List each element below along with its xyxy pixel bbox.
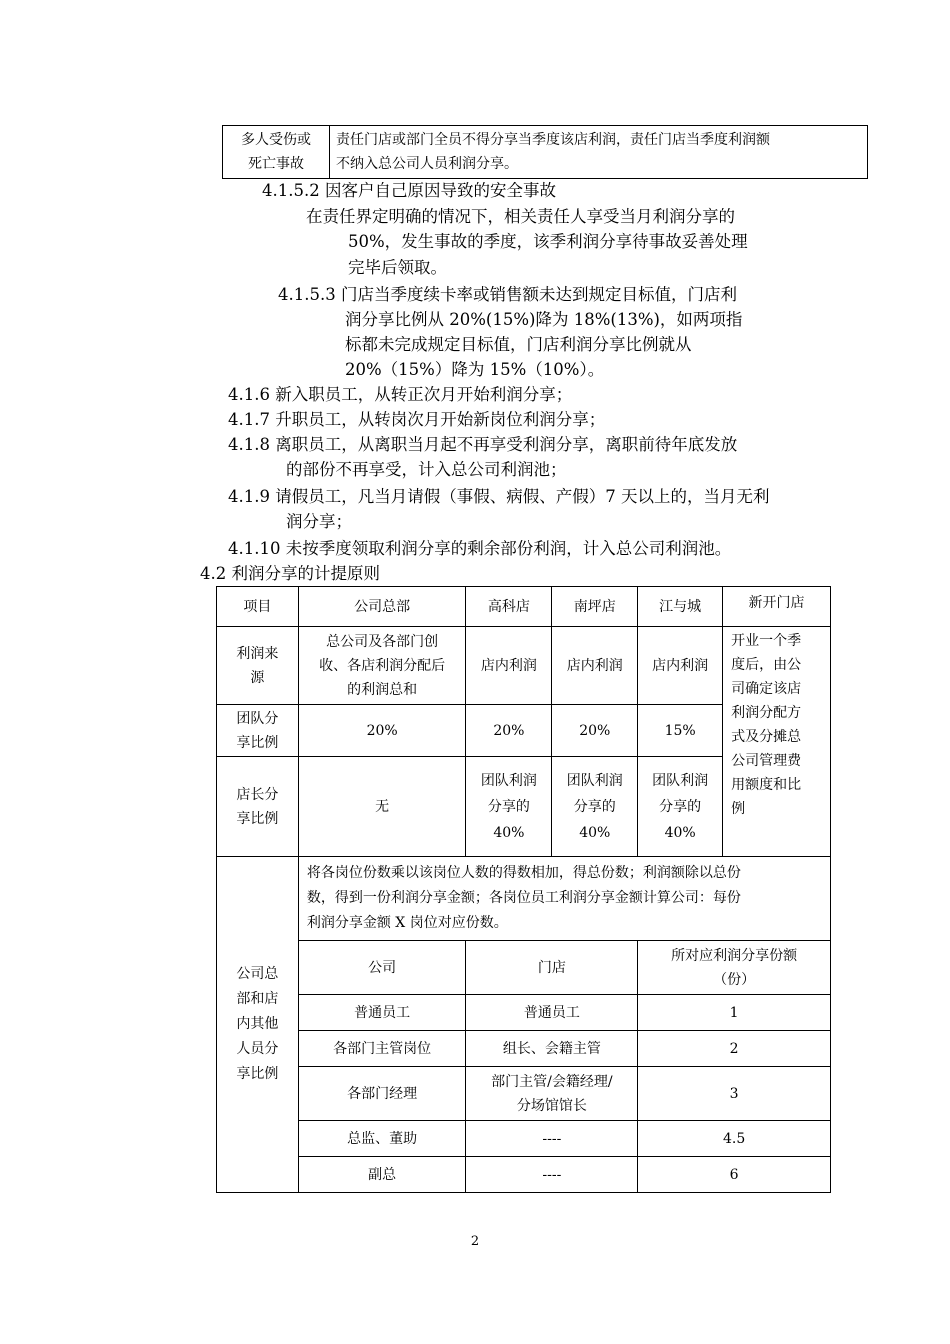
manager-share-nanping-l1: 团队利润 — [566, 772, 623, 789]
sub-row-share: 1 — [638, 995, 831, 1031]
sub-row-company: 各部门经理 — [298, 1067, 466, 1121]
header-new-store: 新开门店 — [723, 587, 831, 627]
manager-share-jiangyucheng — [638, 757, 723, 857]
clause-4152-line3: 50%，发生事故的季度，该季利润分享待事故妥善处理 — [348, 232, 748, 251]
section-42-heading: 4.2 利润分享的计提原则 — [200, 564, 380, 583]
sub-row-store-l1: 部门主管/会籍经理/ — [491, 1073, 613, 1090]
clause-4153-line2: 润分享比例从 20%(15%)降为 18%(13%)，如两项指 — [345, 310, 743, 329]
accident-table — [222, 125, 868, 179]
manager-share-label-l2: 享比例 — [236, 810, 279, 827]
clause-4110: 4.1.10 未按季度领取利润分享的剩余部份利润，计入总公司利润池。 — [228, 539, 732, 558]
page-number: 2 — [470, 1234, 480, 1249]
clause-4152-title: 4.1.5.2 因客户自己原因导致的安全事故 — [262, 181, 556, 200]
sub-row-store: 普通员工 — [466, 995, 638, 1031]
others-share-description-l1: 将各岗位份数乘以该岗位人数的得数相加，得总份数；利润额除以总份 — [306, 865, 741, 881]
others-share-description-l3: 利润分享金额 X 岗位对应份数。 — [306, 915, 508, 931]
others-share-description — [298, 857, 830, 941]
manager-share-jiangyucheng-l2: 分享的 — [659, 798, 702, 815]
header-gaoke: 高科店 — [466, 587, 552, 627]
manager-share-jiangyucheng-l1: 团队利润 — [652, 772, 709, 789]
manager-share-jiangyucheng-l3: 40% — [664, 824, 696, 841]
clause-419-line1: 4.1.9 请假员工，凡当月请假（事假、病假、产假）7 天以上的，当月无利 — [228, 487, 770, 506]
others-share-label-l2: 部和店 — [236, 991, 279, 1007]
new-store-rule-l6: 公司管理费 — [731, 753, 802, 769]
sub-row-company: 普通员工 — [298, 995, 466, 1031]
header-item: 项目 — [217, 587, 299, 627]
profit-source-hq — [298, 627, 466, 705]
clause-417: 4.1.7 升职员工，从转岗次月开始新岗位利润分享； — [228, 410, 606, 429]
sub-header-share-l2: （份） — [713, 971, 756, 988]
sub-row-company: 总监、董助 — [298, 1121, 466, 1157]
team-share-gaoke: 20% — [466, 705, 552, 757]
accident-type-cell — [223, 126, 330, 179]
team-share-hq: 20% — [298, 705, 466, 757]
sub-row-company: 各部门主管岗位 — [298, 1031, 466, 1067]
profit-source-label-l1: 利润来 — [236, 645, 279, 662]
manager-share-label — [217, 757, 299, 857]
profit-source-label-l2: 源 — [250, 669, 265, 686]
sub-row-share: 4.5 — [638, 1121, 831, 1157]
profit-source-jiangyucheng: 店内利润 — [638, 627, 723, 705]
sub-row-store: 组长、会籍主管 — [466, 1031, 638, 1067]
sub-row-share: 6 — [638, 1157, 831, 1193]
others-share-description-l2: 数，得到一份利润分享金额；各岗位员工利润分享金额计算公司：每份 — [306, 890, 741, 906]
new-store-rule-l7: 用额度和比 — [731, 777, 802, 793]
sub-row-store: ---- — [466, 1121, 638, 1157]
new-store-rule-l1: 开业一个季 — [731, 633, 802, 649]
new-store-rule-l3: 司确定该店 — [731, 681, 802, 697]
new-store-rule — [723, 627, 831, 857]
manager-share-gaoke-l2: 分享的 — [487, 798, 530, 815]
team-share-label-l2: 享比例 — [236, 734, 279, 751]
sub-row-store-l2: 分场馆馆长 — [516, 1097, 587, 1114]
team-share-nanping: 20% — [552, 705, 638, 757]
profit-source-hq-l2: 收、各店利润分配后 — [319, 657, 446, 674]
team-share-jiangyucheng: 15% — [638, 705, 723, 757]
header-nanping: 南坪店 — [552, 587, 638, 627]
new-store-rule-l5: 式及分摊总 — [731, 729, 802, 745]
team-share-label — [217, 705, 299, 757]
accident-rule-line2: 不纳入总公司人员利润分享。 — [336, 156, 518, 172]
team-share-label-l1: 团队分 — [236, 710, 279, 727]
others-share-label-l1: 公司总 — [236, 966, 279, 982]
accident-rule-cell — [330, 126, 868, 179]
manager-share-gaoke-l1: 团队利润 — [480, 772, 537, 789]
others-share-label-l4: 人员分 — [236, 1041, 279, 1057]
sub-header-share — [638, 941, 831, 995]
others-share-label-l3: 内其他 — [236, 1016, 279, 1032]
sub-row-store — [466, 1067, 638, 1121]
clause-4152-line4: 完毕后领取。 — [348, 258, 447, 277]
new-store-rule-l8: 例 — [731, 801, 746, 817]
clause-416: 4.1.6 新入职员工，从转正次月开始利润分享； — [228, 385, 573, 404]
manager-share-gaoke-l3: 40% — [493, 824, 525, 841]
sub-row-share: 3 — [638, 1067, 831, 1121]
sub-row-company: 副总 — [298, 1157, 466, 1193]
others-share-label — [217, 857, 299, 1193]
new-store-rule-l4: 利润分配方 — [731, 705, 802, 721]
accident-type-line2: 死亡事故 — [248, 156, 304, 172]
manager-share-nanping — [552, 757, 638, 857]
profit-source-gaoke: 店内利润 — [466, 627, 552, 705]
accident-rule-line1: 责任门店或部门全员不得分享当季度该店利润，责任门店当季度利润额 — [336, 132, 770, 148]
new-store-rule-l2: 度后，由公 — [731, 657, 802, 673]
clause-4153-line4: 20%（15%）降为 15%（10%）。 — [345, 360, 605, 379]
clause-4152-line2: 在责任界定明确的情况下，相关责任人享受当月利润分享的 — [306, 207, 735, 226]
profit-source-hq-l1: 总公司及各部门创 — [326, 633, 439, 650]
profit-source-nanping: 店内利润 — [552, 627, 638, 705]
sub-header-store: 门店 — [466, 941, 638, 995]
header-hq: 公司总部 — [298, 587, 466, 627]
sub-header-share-l1: 所对应利润分享份额 — [671, 947, 798, 964]
clause-418-line2: 的部份不再享受，计入总公司利润池； — [286, 460, 567, 479]
profit-source-label — [217, 627, 299, 705]
accident-type-line1: 多人受伤或 — [241, 132, 311, 148]
profit-sharing-table — [216, 586, 831, 1193]
header-jiangyucheng: 江与城 — [638, 587, 723, 627]
clause-418-line1: 4.1.8 离职员工，从离职当月起不再享受利润分享，离职前待年底发放 — [228, 435, 738, 454]
clause-4153-line1: 4.1.5.3 门店当季度续卡率或销售额未达到规定目标值，门店利 — [278, 285, 737, 304]
sub-row-share: 2 — [638, 1031, 831, 1067]
clause-4153-line3: 标都未完成规定目标值，门店利润分享比例就从 — [345, 335, 692, 354]
sub-row-store: ---- — [466, 1157, 638, 1193]
manager-share-label-l1: 店长分 — [236, 786, 279, 803]
manager-share-nanping-l3: 40% — [579, 824, 611, 841]
profit-source-hq-l3: 的利润总和 — [347, 681, 418, 698]
others-share-label-l5: 享比例 — [236, 1066, 279, 1082]
clause-419-line2: 润分享； — [286, 512, 352, 531]
sub-header-company: 公司 — [298, 941, 466, 995]
manager-share-nanping-l2: 分享的 — [573, 798, 616, 815]
manager-share-hq: 无 — [298, 757, 466, 857]
manager-share-gaoke — [466, 757, 552, 857]
